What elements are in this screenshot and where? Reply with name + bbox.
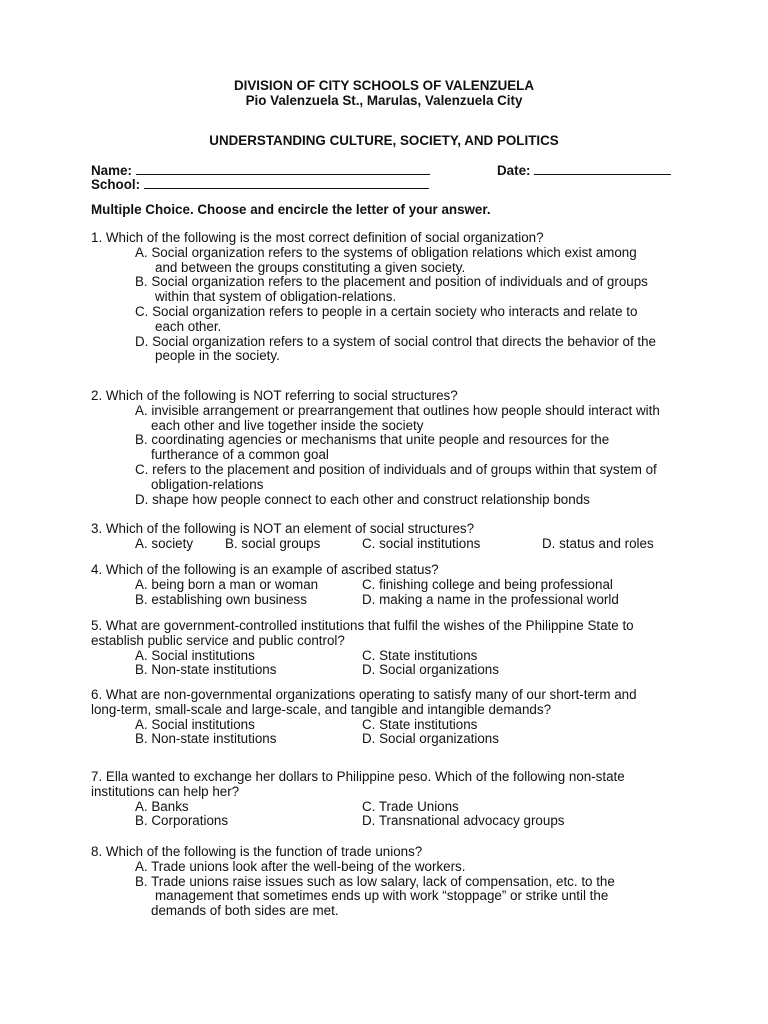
choice-a[interactable]: A. Social organization refers to the systems of obligation relations which exist among (135, 244, 637, 260)
school-label: School: (91, 177, 141, 192)
choice-b-cont: management that sometimes ends up with work “stoppage” or strike until the (155, 888, 609, 904)
question-stem-cont: institutions can help her? (91, 783, 240, 799)
question-7 (91, 770, 691, 829)
question-stem: 8. Which of the following is the function of trade unions? (91, 844, 423, 859)
choice-b[interactable]: B. Corporations (135, 813, 229, 829)
question-6 (91, 688, 691, 747)
choice-b[interactable]: B. social groups (225, 535, 321, 551)
choice-row (91, 718, 691, 733)
choice-a[interactable]: A. Banks (135, 798, 189, 814)
question-stem: 4. Which of the following is an example of ascribed status? (91, 562, 439, 577)
choice-b-cont-2: demands of both sides are met. (151, 903, 339, 919)
question-8 (91, 845, 691, 919)
question-stem: 5. What are government-controlled institutions that fulfil the wishes of the Philippine State to (91, 618, 634, 633)
choice-c[interactable]: C. State institutions (362, 716, 478, 732)
question-5 (91, 619, 691, 678)
choice-row (91, 578, 691, 593)
choice-b[interactable]: B. establishing own business (135, 591, 307, 607)
choice-a[interactable]: A. being born a man or woman (135, 576, 319, 592)
division-heading: DIVISION OF CITY SCHOOLS OF VALENZUELA (233, 78, 535, 93)
date-label: Date: (497, 163, 531, 178)
choice-d[interactable]: D. Social organizations (362, 731, 499, 747)
choice-a[interactable]: A. invisible arrangement or prearrangement that outlines how people should interact with (135, 402, 660, 418)
question-4 (91, 563, 691, 607)
question-1 (91, 231, 691, 364)
question-2 (91, 389, 691, 507)
choice-b[interactable]: B. Trade unions raise issues such as low salary, lack of compensation, etc. to the (135, 873, 615, 889)
question-stem-cont: long-term, small-scale and large-scale, and tangible and intangible demands? (91, 701, 552, 717)
choice-d[interactable]: D. Social organizations (362, 662, 499, 678)
choice-c[interactable]: C. refers to the placement and position of individuals and of groups within that system of (135, 461, 657, 477)
question-stem: 1. Which of the following is the most correct definition of social organization? (91, 230, 544, 245)
choice-b-cont: within that system of obligation-relations. (155, 289, 397, 305)
name-blank[interactable] (136, 163, 430, 175)
choice-b[interactable]: B. Non-state institutions (135, 662, 277, 678)
choice-a[interactable]: A. Trade unions look after the well-being of the workers. (135, 858, 466, 874)
choice-a-cont: and between the groups constituting a given society. (155, 259, 466, 275)
choice-d[interactable]: D. shape how people connect to each other and construct relationship bonds (135, 491, 590, 507)
subject-title: UNDERSTANDING CULTURE, SOCIETY, AND POLITICS (209, 133, 559, 148)
choice-row (91, 537, 691, 552)
date-blank[interactable] (534, 163, 671, 175)
choice-a[interactable]: A. society (135, 535, 194, 551)
date-field[interactable] (497, 163, 671, 179)
choice-d[interactable]: D. status and roles (542, 535, 654, 551)
choice-d[interactable]: D. making a name in the professional world (362, 591, 619, 607)
choice-d[interactable]: D. Transnational advocacy groups (362, 813, 565, 829)
choice-b-cont: furtherance of a common goal (151, 447, 329, 463)
choice-a[interactable]: A. Social institutions (135, 716, 255, 732)
choice-c-cont: obligation-relations (151, 476, 264, 492)
choice-c[interactable]: C. State institutions (362, 647, 478, 663)
choice-row (91, 649, 691, 664)
choice-c[interactable]: C. Trade Unions (362, 798, 459, 814)
choice-c[interactable]: C. social institutions (362, 535, 481, 551)
choice-a-cont: each other and live together inside the society (151, 417, 424, 433)
choice-row (91, 814, 691, 829)
question-stem: 7. Ella wanted to exchange her dollars to Philippine peso. Which of the following non-state (91, 769, 625, 784)
instructions: Multiple Choice. Choose and encircle the letter of your answer. (91, 202, 491, 217)
choice-row (91, 800, 691, 815)
choice-row (91, 663, 691, 678)
choice-c[interactable]: C. finishing college and being professional (362, 576, 613, 592)
question-stem: 2. Which of the following is NOT referring to social structures? (91, 388, 458, 403)
question-3 (91, 522, 691, 552)
question-stem-cont: establish public service and public control? (91, 632, 345, 648)
choice-d-cont: people in the society. (155, 348, 280, 364)
choice-c[interactable]: C. Social organization refers to people in a certain society who interacts and relate to (135, 303, 638, 319)
choice-b[interactable]: B. Social organization refers to the placement and position of individuals and of groups (135, 274, 648, 290)
choice-c-cont: each other. (155, 318, 222, 334)
school-field[interactable] (91, 177, 429, 193)
name-label: Name: (91, 163, 132, 178)
question-stem: 3. Which of the following is NOT an element of social structures? (91, 521, 475, 536)
question-stem: 6. What are non-governmental organizations operating to satisfy many of our short-term and (91, 687, 637, 702)
choice-b[interactable]: B. coordinating agencies or mechanisms that unite people and resources for the (135, 432, 610, 448)
choice-row (91, 593, 691, 608)
school-blank[interactable] (144, 177, 429, 189)
choice-d[interactable]: D. Social organization refers to a system of social control that directs the behavior of the (135, 333, 657, 349)
school-address: Pio Valenzuela St., Marulas, Valenzuela City (245, 93, 523, 108)
choice-b[interactable]: B. Non-state institutions (135, 731, 277, 747)
choice-row (91, 732, 691, 747)
choice-a[interactable]: A. Social institutions (135, 647, 255, 663)
